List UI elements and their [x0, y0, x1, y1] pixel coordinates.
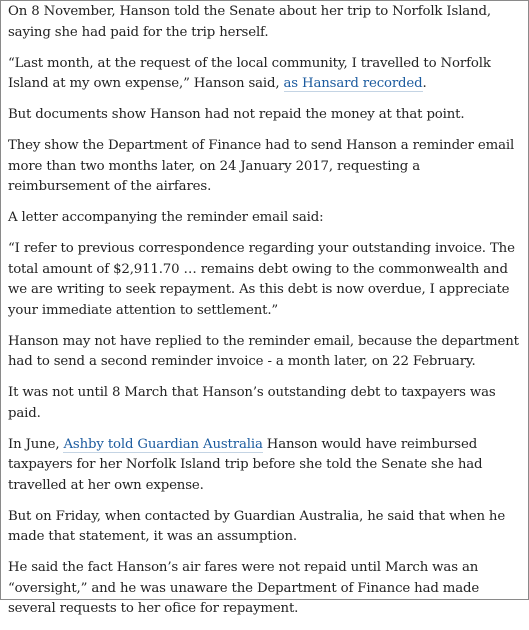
paragraph-text: Hanson would have reimbursed taxpayers for her Norfolk Island trip before she told the Senate she had travelled at her own expense.	[8, 436, 483, 493]
paragraph-hanson-senate-statement: On 8 November, Hanson told the Senate about her trip to Norfolk Island, saying she had paid for the trip herself.	[8, 4, 491, 40]
paragraph-hanson-quote	[8, 54, 523, 95]
paragraph-text: In June,	[8, 436, 64, 452]
paragraph-second-reminder: Hanson may not have replied to the reminder email, because the department had to send a second reminder invoice - a month later, on 22 February.	[8, 333, 519, 369]
paragraph-reminder-email: They show the Department of Finance had to send Hanson a reminder email more than two months later, on 24 January 2017, requesting a reimbursement of the airfares.	[8, 138, 515, 194]
paragraph-assumption: But on Friday, when contacted by Guardian Australia, he said that when he made that statement, it was an assumption.	[8, 508, 506, 544]
paragraph-letter-intro: A letter accompanying the reminder email said:	[8, 210, 324, 225]
article-body	[8, 2, 523, 630]
paragraph-ashby-june	[8, 435, 523, 497]
hansard-link[interactable]: as Hansard recorded	[283, 76, 423, 91]
paragraph-oversight: He said the fact Hanson’s air fares were not repaid until March was an “oversight,” and he was unaware the Department of Finance had made several requests to her ofice for repayment.	[8, 560, 480, 616]
paragraph-documents-show: But documents show Hanson had not repaid the money at that point.	[8, 107, 465, 122]
ashby-guardian-link[interactable]: Ashby told Guardian Australia	[63, 436, 263, 452]
paragraph-letter-quote: “I refer to previous correspondence regarding your outstanding invoice. The total amount of $2,911.70 … remains debt owing to the commonwealth and we are writing to seek repayment. As this debt is now overdue, I appreciate your immediate attention to settlement.”	[8, 241, 515, 318]
paragraph-text: .	[422, 76, 427, 91]
paragraph-debt-paid: It was not until 8 March that Hanson’s outstanding debt to taxpayers was paid.	[8, 385, 496, 421]
paragraph-text: “Last month, at the request of the local community, I travelled to Norfolk Island at my own expense,” Hanson said,	[8, 55, 491, 91]
